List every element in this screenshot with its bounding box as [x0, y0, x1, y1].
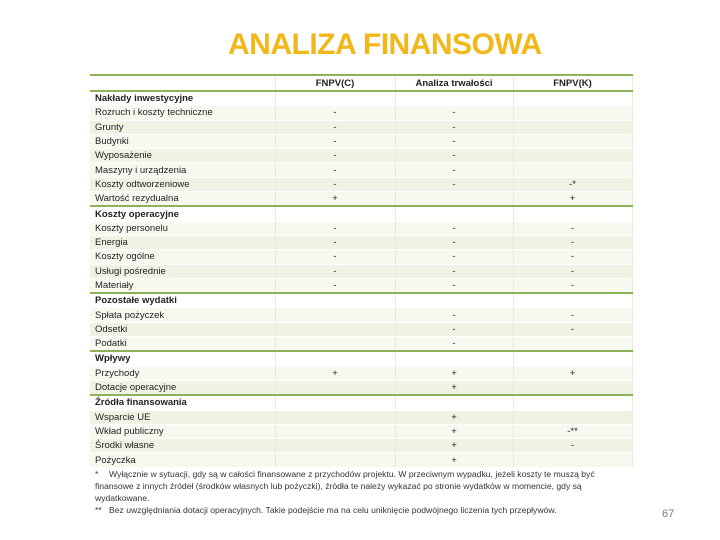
table-row — [90, 177, 632, 191]
section-empty-cell — [513, 351, 632, 366]
row-label: Koszty personelu — [90, 221, 275, 235]
row-label: Odsetki — [90, 322, 275, 336]
section-empty-cell — [395, 351, 513, 366]
cell-fnpv-c — [275, 308, 395, 322]
cell-fnpv-c: - — [275, 120, 395, 134]
cell-analiza-trwalosci: - — [395, 177, 513, 191]
cell-fnpv-k: - — [513, 278, 632, 293]
row-label: Podatki — [90, 337, 275, 352]
table-row — [90, 235, 632, 249]
table-row — [90, 264, 632, 278]
cell-fnpv-k: -* — [513, 177, 632, 191]
cell-analiza-trwalosci: - — [395, 106, 513, 120]
footnotes — [95, 468, 635, 516]
footnote-text: Bez uwzględniania dotacji operacyjnych. Takie podejście ma na celu uniknięcie podwójnego liczenia tych przepływów. — [109, 505, 557, 515]
cell-fnpv-k: - — [513, 264, 632, 278]
section-empty-cell — [275, 91, 395, 106]
section-header-row — [90, 395, 632, 410]
table-row — [90, 410, 632, 424]
footnote-text: Wyłącznie w sytuacji, gdy są w całości finansowane z przychodów projektu. W przeciwnym wypadku, jeżeli koszty te muszą być finansowe z innych źródeł (środków własnych lub pożyczki), źródła te należy wykazać po stronie wydatków w momencie, gdy są wydatkowane. — [95, 469, 595, 503]
cell-analiza-trwalosci: - — [395, 163, 513, 177]
section-empty-cell — [395, 395, 513, 410]
section-empty-cell — [275, 293, 395, 308]
section-empty-cell — [275, 351, 395, 366]
cell-fnpv-c: - — [275, 235, 395, 249]
table-row — [90, 337, 632, 352]
table-row — [90, 308, 632, 322]
cell-analiza-trwalosci: - — [395, 250, 513, 264]
cell-analiza-trwalosci: + — [395, 439, 513, 453]
row-label: Energia — [90, 235, 275, 249]
table-row — [90, 221, 632, 235]
row-label: Rozruch i koszty techniczne — [90, 106, 275, 120]
section-header-row — [90, 293, 632, 308]
footnote-mark: ** — [95, 505, 102, 515]
table-row — [90, 424, 632, 438]
row-label: Spłata pożyczek — [90, 308, 275, 322]
section-empty-cell — [275, 206, 395, 221]
cell-fnpv-k: + — [513, 192, 632, 207]
cell-analiza-trwalosci: + — [395, 453, 513, 467]
page-number: 67 — [662, 508, 675, 520]
section-heading: Koszty operacyjne — [90, 206, 275, 221]
cell-fnpv-k — [513, 149, 632, 163]
table-row — [90, 163, 632, 177]
slide-title: ANALIZA FINANSOWA — [228, 28, 542, 61]
section-header-row — [90, 351, 632, 366]
table-body — [90, 91, 632, 467]
row-label: Maszyny i urządzenia — [90, 163, 275, 177]
section-empty-cell — [275, 395, 395, 410]
cell-fnpv-c: - — [275, 177, 395, 191]
section-empty-cell — [513, 293, 632, 308]
section-heading: Nakłady inwestycyjne — [90, 91, 275, 106]
section-empty-cell — [513, 206, 632, 221]
cell-fnpv-k — [513, 380, 632, 395]
cell-fnpv-c: - — [275, 278, 395, 293]
row-label: Budynki — [90, 134, 275, 148]
cell-analiza-trwalosci: - — [395, 337, 513, 352]
cell-analiza-trwalosci — [395, 192, 513, 207]
section-header-row — [90, 91, 632, 106]
cell-fnpv-c: + — [275, 192, 395, 207]
cell-analiza-trwalosci: + — [395, 366, 513, 380]
cell-fnpv-k: + — [513, 366, 632, 380]
cell-analiza-trwalosci: + — [395, 380, 513, 395]
section-empty-cell — [513, 395, 632, 410]
header-fnpv-k: FNPV(K) — [513, 75, 632, 91]
section-header-row — [90, 206, 632, 221]
cell-fnpv-c — [275, 439, 395, 453]
cell-analiza-trwalosci: - — [395, 134, 513, 148]
table-row — [90, 366, 632, 380]
section-empty-cell — [395, 293, 513, 308]
section-empty-cell — [513, 91, 632, 106]
cell-fnpv-c: - — [275, 264, 395, 278]
cell-analiza-trwalosci: - — [395, 221, 513, 235]
cell-fnpv-k: - — [513, 439, 632, 453]
cell-analiza-trwalosci: - — [395, 322, 513, 336]
cell-fnpv-c — [275, 337, 395, 352]
footnote — [95, 468, 635, 504]
table-row — [90, 380, 632, 395]
table-row — [90, 439, 632, 453]
row-label: Wartość rezydualna — [90, 192, 275, 207]
row-label: Grunty — [90, 120, 275, 134]
table-row — [90, 134, 632, 148]
cell-analiza-trwalosci: - — [395, 264, 513, 278]
table-row — [90, 278, 632, 293]
table-row — [90, 192, 632, 207]
table-row — [90, 120, 632, 134]
table-row — [90, 453, 632, 467]
row-label: Wsparcie UE — [90, 410, 275, 424]
cell-fnpv-k: - — [513, 221, 632, 235]
cell-fnpv-k — [513, 453, 632, 467]
cell-fnpv-k — [513, 134, 632, 148]
cell-fnpv-c — [275, 424, 395, 438]
cell-fnpv-c — [275, 453, 395, 467]
cell-analiza-trwalosci: - — [395, 235, 513, 249]
header-analiza-trwalosci: Analiza trwałości — [395, 75, 513, 91]
row-label: Koszty ogólne — [90, 250, 275, 264]
cell-fnpv-k — [513, 163, 632, 177]
footnote — [95, 504, 635, 516]
cell-analiza-trwalosci: - — [395, 278, 513, 293]
row-label: Koszty odtworzeniowe — [90, 177, 275, 191]
cell-fnpv-c: - — [275, 106, 395, 120]
cell-fnpv-c: - — [275, 250, 395, 264]
cell-fnpv-k: - — [513, 308, 632, 322]
row-label: Usługi pośrednie — [90, 264, 275, 278]
table-row — [90, 149, 632, 163]
cell-fnpv-k: - — [513, 322, 632, 336]
row-label: Środki własne — [90, 439, 275, 453]
cell-analiza-trwalosci: - — [395, 308, 513, 322]
cell-fnpv-k — [513, 410, 632, 424]
section-heading: Źródła finansowania — [90, 395, 275, 410]
cell-fnpv-c: - — [275, 221, 395, 235]
cell-fnpv-k: -** — [513, 424, 632, 438]
financial-analysis-table-container — [90, 74, 632, 468]
row-label: Wyposażenie — [90, 149, 275, 163]
cell-fnpv-c: - — [275, 149, 395, 163]
cell-fnpv-c — [275, 410, 395, 424]
section-heading: Pozostałe wydatki — [90, 293, 275, 308]
cell-fnpv-k: - — [513, 235, 632, 249]
table-row — [90, 250, 632, 264]
cell-fnpv-k: - — [513, 250, 632, 264]
row-label: Przychody — [90, 366, 275, 380]
table-row — [90, 106, 632, 120]
financial-analysis-table — [90, 74, 633, 468]
row-label: Dotacje operacyjne — [90, 380, 275, 395]
header-empty — [90, 75, 275, 91]
footnote-mark: * — [95, 469, 99, 479]
cell-analiza-trwalosci: + — [395, 424, 513, 438]
cell-fnpv-k — [513, 106, 632, 120]
section-empty-cell — [395, 91, 513, 106]
row-label: Pożyczka — [90, 453, 275, 467]
cell-fnpv-c: - — [275, 134, 395, 148]
section-empty-cell — [395, 206, 513, 221]
cell-fnpv-c — [275, 322, 395, 336]
cell-analiza-trwalosci: - — [395, 120, 513, 134]
cell-fnpv-k — [513, 337, 632, 352]
section-heading: Wpływy — [90, 351, 275, 366]
cell-fnpv-c — [275, 380, 395, 395]
header-fnpv-c: FNPV(C) — [275, 75, 395, 91]
row-label: Materiały — [90, 278, 275, 293]
cell-fnpv-c: - — [275, 163, 395, 177]
row-label: Wkład publiczny — [90, 424, 275, 438]
cell-fnpv-k — [513, 120, 632, 134]
cell-analiza-trwalosci: + — [395, 410, 513, 424]
cell-analiza-trwalosci: - — [395, 149, 513, 163]
cell-fnpv-c: + — [275, 366, 395, 380]
table-header-row — [90, 75, 632, 91]
table-row — [90, 322, 632, 336]
